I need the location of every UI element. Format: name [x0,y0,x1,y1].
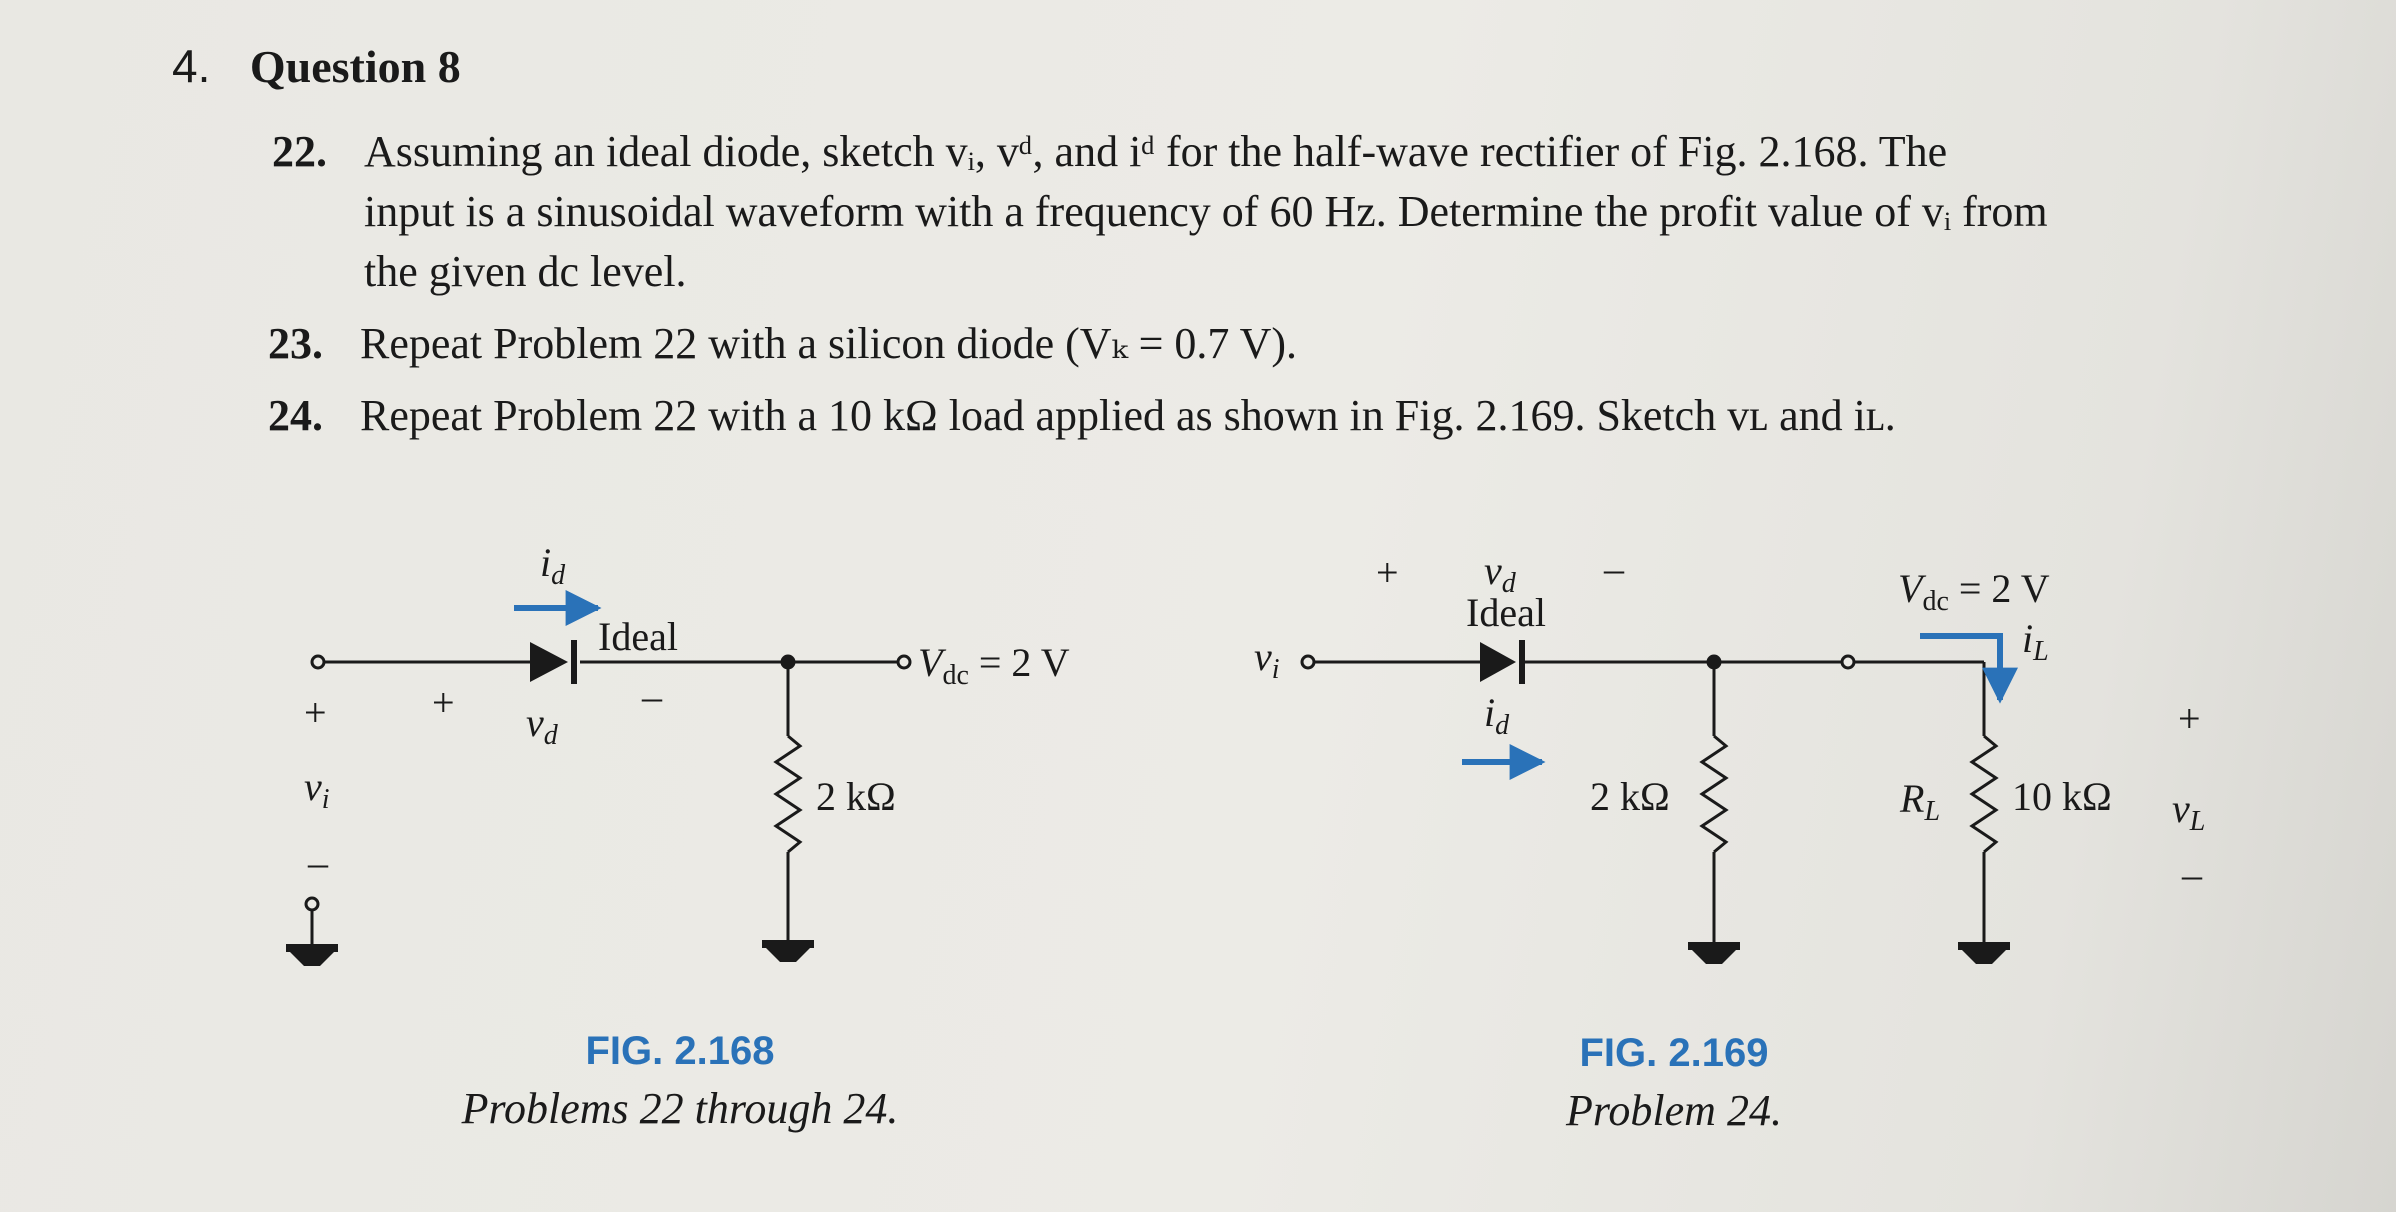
label-plus: + [2178,696,2201,741]
problem-line: the given dc level. [364,247,687,296]
label-vi: $v_i$ [1254,634,1280,685]
problem-number: 23. [268,319,323,368]
label-vl: $v_L$ [2172,786,2206,837]
figure-description: Problem 24. [1566,1086,1782,1135]
output-terminal [1842,656,1854,668]
label-plus: + [1376,550,1399,595]
output-terminal [898,656,910,668]
label-id: $i_d$ [1484,690,1510,741]
label-ideal: Ideal [598,614,678,659]
label-il: $i_L$ [2022,616,2049,667]
label-load: 10 kΩ [2012,774,2112,819]
label-vdc: $V_{dc} = 2$ V [1898,566,2050,617]
ground-icon [1958,942,2010,964]
question-title: Question 8 [249,41,461,92]
problem-line: Repeat Problem 22 with a 10 kΩ load applied as shown in Fig. 2.169. Sketch vʟ and iʟ. [360,391,1896,440]
label-rl: $R_L$ [1900,776,1941,827]
problem-line: Repeat Problem 22 with a silicon diode (Vₖ = 0.7 V). [360,319,1298,368]
resistor-2k [776,736,800,852]
ground-icon [286,944,338,966]
label-minus: – [308,840,328,885]
label-minus: – [642,674,662,719]
ground-icon [1688,942,1740,964]
figure-number: FIG. 2.168 [585,1029,775,1073]
figure-number: FIG. 2.169 [1579,1031,1769,1075]
problem-number: 24. [268,391,323,440]
resistor-load [1972,736,1996,852]
label-vi: $v_i$ [304,764,330,815]
problem-number: 22. [272,127,327,176]
load-current-arrow-icon [1920,636,2000,700]
question-number: 4. [172,40,211,92]
diode-ideal-icon [530,640,574,684]
problem-line: Assuming an ideal diode, sketch vᵢ, vᵈ, and iᵈ for the half-wave rectifier of Fig. 2.168. The [364,127,1948,176]
figure-description: Problems 22 through 24. [461,1084,899,1133]
input-terminal [1302,656,1314,668]
problem-line: input is a sinusoidal waveform with a frequency of 60 Hz. Determine the profit value of vᵢ from [364,187,2048,236]
figure-caption-168 [430,1022,930,1138]
resistor-2k [1702,736,1726,852]
label-minus: – [2182,852,2202,897]
input-terminal [312,656,324,668]
label-vd: $v_d$ [526,700,558,751]
diode-ideal-icon [1480,640,1522,684]
label-plus: + [432,680,455,725]
label-minus: – [1604,546,1624,591]
label-id: $i_d$ [540,540,566,591]
label-plus: + [304,690,327,735]
figure-caption-169 [1424,1024,1924,1140]
ground-icon [762,940,814,962]
label-vdc: $V_{dc} = 2$ V [918,640,1070,691]
label-resistor: 2 kΩ [1590,774,1670,819]
label-vd: $v_d$ [1484,548,1516,599]
input-ground-terminal [306,898,318,910]
label-ideal: Ideal [1466,590,1546,635]
label-resistor: 2 kΩ [816,774,896,819]
